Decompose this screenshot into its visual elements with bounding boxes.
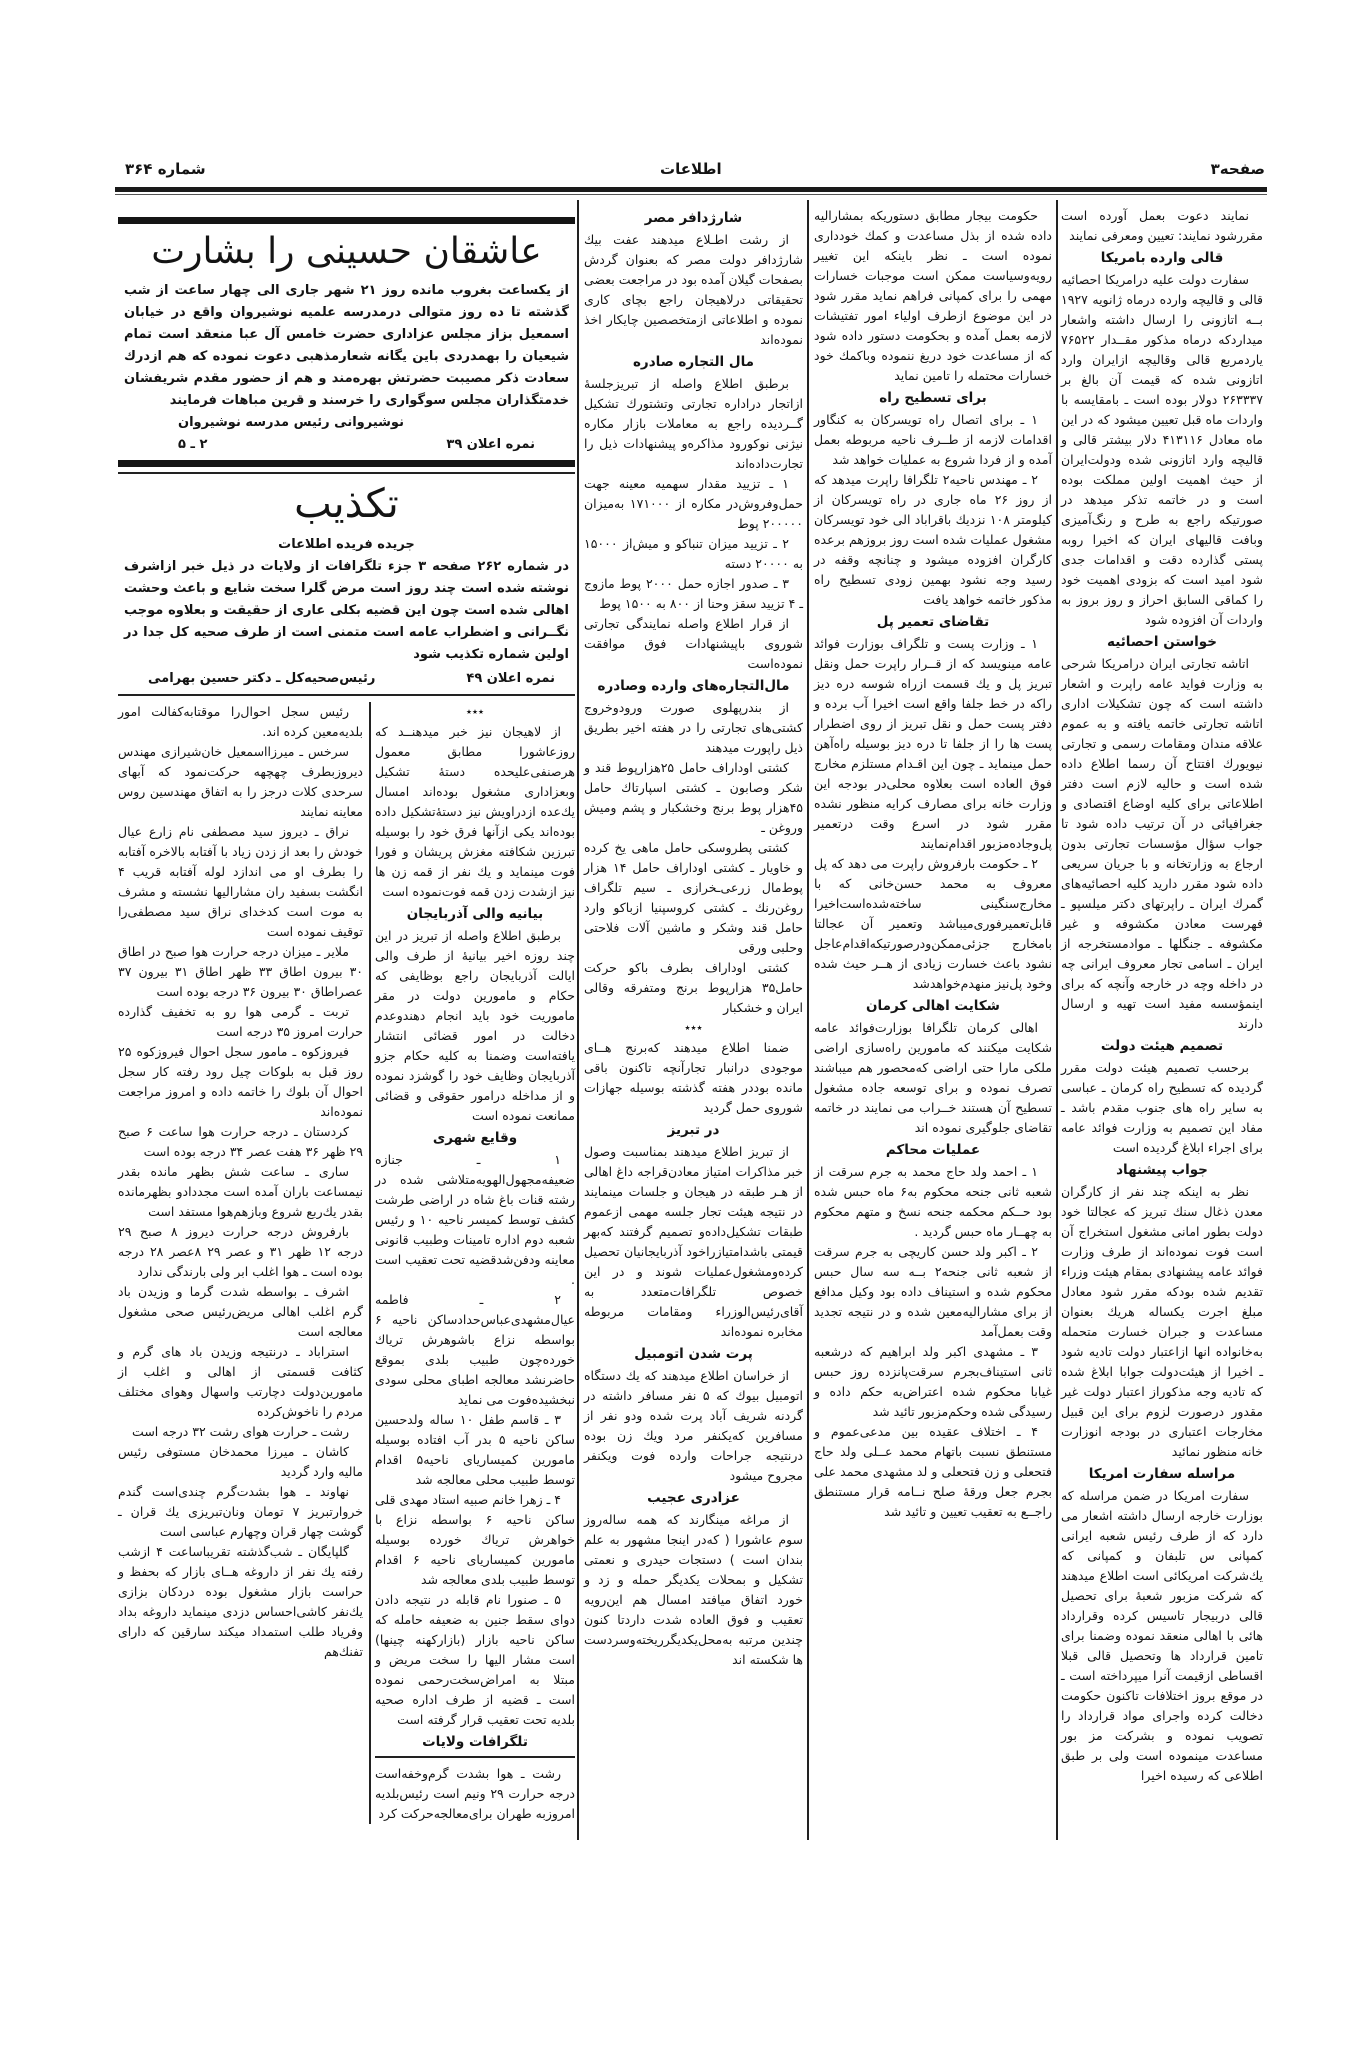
article-paragraph: ۴ ـ زهرا خانم صبیه استاد مهدی قلی ساکن ناحیه ۶ بواسطه نزاع با خواهرش تریاك خورده بوسیله مامورین کمیساریای ناحیه ۶ اقدام توسط طبیب بلدی معالجه شد bbox=[375, 1492, 576, 1587]
section-heading: عملیات محاکم bbox=[885, 1142, 981, 1158]
denial-body: در شماره ۲۶۲ صفحه ۳ جزء تلگرافات از ولایات در ذیل خبر ازاشرف نوشته شده است چند روز است مرض گلرا سخت شایع و باعث وحشت اهالی شده است چون این قضیه بکلی عاری از حقیقت و بعلاوه موجب نگــرانی و اضطراب عامه است متمنی است از طرف صحیه کل جدا در اولین شماره تکذیب شود bbox=[124, 559, 569, 662]
article-paragraph: نراق ـ دیروز سید مصطفی نام زارع عیال خودش را بعد از زدن زیاد با آفتابه بالاخره آفتابه را بطرف او می اندازد لوله آفتابه قریب ۴ انگشت بسفید ران مشارالیها نشسته و مشرف به موت است کدخدای نراق سید مصطفی‌را توقیف نموده است bbox=[118, 824, 363, 939]
article-paragraph: اتاشه تجارتی ایران درامریکا شرحی به وزارت فواید عامه راپرت و اشعار داشته است که چون تشکیلات اداری اتاشه تجارتی خاتمه یافته و به عموم علاقه مندان ومقامات رسمی و تجارتی نیویورك افتتاح آن رسما اطلاع داده شده است و حالیه لازم است دفتر اطلاعاتی برای کلیه اوضاع اقتصادی و جغرافیائی در آن ترتیب داده شود تا جواب سؤال مؤسسات تجارتی بدون ارجاع به وزارتخانه و با جریان سریعی داده شود مقرر دارید کلیه احصائیه‌های گمرك ایران ـ راپرتهای دکتر میلسپو ـ فهرست معادن مکشوفه و غیر مکشوفه ـ جنگلها ـ موادمستخرجه از ایران ـ اسامی تجار معروف ایرانی چه در داخله وچه در خارجه وآنچه که برای اینمؤسسه مفید است تهیه و ارسال دارند bbox=[1061, 656, 1263, 1031]
divider bbox=[118, 694, 575, 696]
article-paragraph: رئیس سجل احوال‌را موقتا‌به‌کفالت امور بلدیه‌معین کرده اند. bbox=[118, 704, 363, 739]
article-paragraph: اهالی کرمان تلگرافا بوزارت‌فوائد عامه شکایت میکنند که مامورین راه‌سازی اراضی ملکی مارا حتی اراضی که‌محصور هم میباشند تصرف نموده و برای توسعه جاده مشغول تسطیح آن هستند خــراب می نمایند در خاتمه تقاضای جلوگیری نموده اند bbox=[814, 1020, 1052, 1135]
lower-columns bbox=[118, 702, 575, 1824]
column-2 bbox=[814, 206, 1052, 1522]
ad-body: از یکساعت بغروب مانده روز ۲۱ شهر جاری الی چهار ساعت از شب گذشته تا ده روز متوالی درمدرسه علمیه نوشیروان واقع در خیابان اسمعیل بزاز مجلس عزاداری حضرت خامس آل عبا منعقد است تمام شیعیان را بهمدردی باین یگانه شعارمذهبی دعوت نموده که هم ازدرك سعادت ذکر مصیبت حضرتش بهره‌مند و هم از حضور مقدم شریفشان خدمتگذاران مجلس سوگواری را خرسند و قرین مباهات فرمایند bbox=[124, 283, 569, 408]
section-heading: مراسله سفارت امریکا bbox=[1088, 1466, 1236, 1482]
article-paragraph: ۴ ـ اختلاف عقیده بین مدعی‌عموم و مستنطق نسبت باتهام محمد عــلی ولد حاج فتحعلی و زن فتحعلی و لد مشهدی محمد علی بجرم جعل ورقهٔ صلح نــامه قرار مستنطق راجــع به تعقیب تعیین و تائید شد bbox=[814, 1424, 1052, 1519]
article-paragraph: ۱ ـ تزیید مقدار سهمیه معینه جهت حمل‌وفروش‌در مکاره از ۱۷۱۰۰۰ به‌میزان ۲۰۰۰۰۰ پوط bbox=[584, 476, 803, 531]
article-paragraph: بارفروش درجه حرارت دیروز ۸ صبح ۲۹ درجه ۱۲ ظهر ۳۱ و عصر ۲۹ ۸عصر ۲۸ درجه بوده است ـ هوا اغلب ابر ولی بارندگی ندارد bbox=[118, 1224, 363, 1279]
article-paragraph: ۳ ـ مشهدی اکبر ولد ابراهیم که درشعبه ثانی استیناف‌بجرم سرقت‌پانزده روز حبس غیابا محکوم شده اعتراض‌به حکم داده و رسیدگی شده وحکم‌مزبور تائید شد bbox=[814, 1344, 1052, 1419]
article-paragraph: استراباد ـ درنتیجه وزیدن باد های گرم و کثافت قسمتی از اهالی و اغلب از مامورین‌دولت دچارتب واسهال وهوای مختلف مردم را ناخوش‌کرده bbox=[118, 1344, 363, 1419]
ad-bottom-bar bbox=[118, 460, 575, 467]
article-paragraph: کردستان ـ درجه حرارت هوا ساعت ۶ صبح ۲۹ ظهر ۳۶ هفت عصر ۳۴ درجه بوده است bbox=[118, 1124, 363, 1159]
header-rule-thin bbox=[115, 194, 1267, 195]
article-paragraph: سفارت دولت علیه درامریکا احصائیه قالی و قالیچه وارده درماه ژانویه ۱۹۲۷ بــه اتازونی را ارسال داشته واشعار میداردکه درماه مذکور مقــدار ۷۶۵۲۲ یاردمربع قالی وقالیچه ازایران وارد اتازونی شده که قیمت آن بالغ بر ۲۶۳۳۳۷ دولار بوده است ـ بامقایسه با واردات ماه قبل تعیین میشود که در این ماه معادل ۴۱۳۱۱۶ دلار بیشتر قالی و قالیچه وارد اتازونی شده ودولت‌ایران از حیث اهمیت اولین مملکت بوده است و در خاتمه تذکر میدهد در صورتیکه راجع به طرح و رنگ‌آمیزی وبافت قالیهای ایران که اخیرا روبه پستی گذارده دقت و اقدامات جدی شود امید است که بزودی اهمیت خود را کماقی السابق احراز و روز بروز به واردات آن افزوده شود bbox=[1061, 272, 1263, 627]
section-heading: شکایت اهالی کرمان bbox=[866, 998, 1000, 1014]
section-heading: مال‌التجاره‌های وارده وصادره bbox=[597, 678, 790, 694]
article-paragraph: رشت ـ هوا بشدت گرم‌وخفه‌است درجه حرارت ۲۹ ونیم است رئیس‌بلدیه امروزبه طهران برای‌معالجه‌حرکت کرد bbox=[375, 1766, 575, 1821]
ad-announcement bbox=[118, 224, 575, 456]
article-paragraph: گلپایگان ـ شب‌گذشته تقریباساعت ۴ ازشب رفته یك نفر از داروغه هــای بازار که بحفظ و حراست بازار مشغول بوده دردکان بزازی یك‌نفر کاشی‌احساس دزدی مینماید داروغه بداد وفریاد طلب استمداد میکند سارقین که دارای تفنك‌هم bbox=[118, 1544, 363, 1659]
article-paragraph: کاشان ـ میرزا محمدخان مستوفی رئیس مالیه وارد گردید bbox=[118, 1444, 363, 1479]
article-paragraph: از بندرپهلوی صورت ورودوخروج کشتی‌های تجارتی را در هفته اخیر بطریق ذیل راپورت میدهند bbox=[584, 700, 803, 755]
article-paragraph: کشتی اوداراف حامل ۲۵هزارپوط قند و شکر وصابون ـ کشتی اسپارتاك حامل ۴۵هزار پوط برنج وخشکبار و پشم ومیش وروغن ـ bbox=[584, 760, 803, 835]
article-paragraph: تربت ـ گرمی هوا رو به تخفیف گذارده حرارت امروز ۳۵ درجه است bbox=[118, 1004, 363, 1039]
denial-title: تکذیب bbox=[294, 481, 399, 527]
header-rule bbox=[115, 187, 1267, 192]
article-paragraph: ۳ ـ صدور اجازه حمل ۲۰۰۰ پوط مازوج ـ ۴ تزیید سقز وحنا از ۸۰۰ به ۱۵۰۰ پوط bbox=[584, 576, 803, 611]
article-paragraph: ۱ ـ جنازه ضعیفه‌مجهول‌الهویه‌متلاشی شده در رشته قنات باغ شاه در اراضی طرشت کشف توسط کمیسر ناحیه ۱۰ و رئیس شعبه دوم اداره تامینات وطبیب قانونی معاینه ودفن‌شدقضیه تحت تعقیب است . bbox=[375, 1152, 575, 1287]
section-heading: قالی وارده بامریکا bbox=[1100, 250, 1224, 266]
article-paragraph: برطبق اطلاع واصله از تبریز در این چند روزه اخیر بیانیهٔ از طرف والی ایالت آذربایجان راجع بوظایفی که حکام و مامورین دولت در مقر ماموریت خود باید انجام دهندوعدم دخالت در امور قضائی انتشار یافته‌است وضمنا به کلیه حکام جزو آذربایجان وظایف خود را گوشزد نموده و از مداخله درامور حقوقی و قضائی ممانعت نموده است bbox=[375, 928, 575, 1123]
article-paragraph: سرخس ـ میرزااسمعیل خان‌شیرازی مهندس دیروزبطرف چهچهه حرکت‌نمود که آبهای سرحدی کلات درجز را به اتفاق مهندسین روس معاینه نمایند bbox=[118, 744, 363, 819]
section-heading: وقایع شهری bbox=[432, 1130, 518, 1146]
article-paragraph: ۲ ـ تزیید میزان تنباکو و میش‌از ۱۵۰۰۰ به ۲۰۰۰۰ دسته bbox=[584, 536, 803, 571]
article-paragraph: حکومت بیجار مطابق دستوریکه بمشارالیه داده شده از بذل مساعدت و کمك خودداری نموده است ـ نظر باینکه این تغییر رویه‌وسیاست ممکن است موجبات خسارات مهمی را برای کمپانی فراهم نماید مقرر شود در این موضوع ازطرف اولیاء امور تفتیشات لازمه بعمل آمده و بحکومت دستور داده شود که از مساعدت خود دریغ ننموده وباکمك خود خسارات محتمله را تامین نماید bbox=[814, 208, 1052, 383]
column-divider bbox=[807, 200, 809, 1840]
article-paragraph: رشت ـ حرارت هوای رشت ۳۲ درجه است bbox=[132, 1424, 349, 1439]
article-paragraph: از رشت اطـلاع میدهند عفت بیك شارژدافر دولت مصر که بعنوان گردش بصفحات گیلان آمده بود در مراجعت بعضی تحقیقاتی درلاهیجان راجع بچای کاری نموده و اطلاعاتی ازمتخصصین چایکار اخذ نموده‌اند bbox=[584, 232, 803, 347]
section-heading: پرت شدن اتومبیل bbox=[634, 1346, 753, 1362]
section-heading: تصمیم هیئت دولت bbox=[1100, 1038, 1224, 1054]
section-heading: تلگرافات ولایات bbox=[375, 1732, 575, 1758]
article-paragraph: از خراسان اطلاع میدهند که یك دستگاه اتومبیل بیوك که ۵ نفر مسافر داشته در گردنه شریف آباد پرت شده ودو نفر از مسافرین که‌یکنفر مرد ویك زن بوده درنتیجه جراحات وارده فوت ویکنفر مجروح میشود bbox=[584, 1368, 803, 1483]
ad-number: نمره اعلان ۳۹ bbox=[446, 437, 535, 452]
article-paragraph: ۱ ـ وزارت پست و تلگراف بوزارت فوائد عامه مینویسد که از قــرار راپرت حمل ونقل تبریز پل و یك قسمت ازراه شوسه دره دیز راکه در خط جلفا واقع است اخیرا آب برده و دفتر پست حمل و نقل تبریز از روی اضطرار پست ها را از جلفا تا دره دیز بوسیله راه‌آهن حمل مینماید ـ چون این اقـدام مستلزم مخارج فوق العاده است بعلاوه محلی‌در بودجه این وزارت خانه برای مصارف کرایه منظور نشده مقرر شود در اسرع وقت درتعمیر پل‌وجاده‌مزبور اقدام‌نمایند bbox=[814, 636, 1052, 851]
article-paragraph: کشتی پطروسکی حامل ماهی یخ کرده و خاویار ـ کشتی اوداراف حامل ۱۴ هزار پوط‌مال زرعی‌ـخرازی ـ سیم تلگراف روغن‌رنك ـ کشتی کروسپنیا ازباکو وارد حامل قند وشکر و ماشین آلات فلاحتی وحلبی ورقی bbox=[584, 840, 803, 955]
article-paragraph: ۱ ـ احمد ولد حاج محمد به جرم سرقت از شعبه ثانی جنحه محکوم به۶ ماه حبس شده بود حــکم محکمه جنحه نسخ و متهم محکوم به چهــار ماه حبس گردید . bbox=[814, 1164, 1052, 1239]
article-paragraph: ۳ ـ قاسم طفل ۱۰ ساله ولدحسین ساکن ناحیه ۵ بدر آب افتاده بوسیله مامورین کمیساریای ناحیه۵ اقدام توسط طبیب محلی معالجه شد bbox=[375, 1412, 575, 1487]
article-paragraph: اشرف ـ بواسطه شدت گرما و وزیدن باد گرم اغلب اهالی مریض‌رئیس صحی مشغول معالجه است bbox=[118, 1284, 363, 1339]
section-heading: در تبریز bbox=[667, 1122, 720, 1138]
article-paragraph: ۲ ـ حکومت بارفروش راپرت می دهد که پل معروف به محمد حسن‌خانی که با مخارج‌سنگینی ساخته‌شده‌است‌اخیرا قابل‌تعمیرفوری‌میباشد وتعمیر آن عجالتا بامخارج جزئی‌ممکن‌ودرصورتیکه‌اقدام‌عاجل نشود باعث خسارت زیادی از هــر حیث شده وخود پل‌نیز منهدم‌خواهدشد bbox=[814, 856, 1052, 991]
page-number: صفحه۳ bbox=[1210, 160, 1265, 178]
ad-signature: نوشیروانی رئیس مدرسه نوشیروان bbox=[178, 415, 404, 430]
masthead: اطلاعات bbox=[660, 160, 722, 178]
left-section bbox=[118, 217, 575, 1824]
section-separator: ٭٭٭ bbox=[684, 1021, 703, 1034]
column-1 bbox=[1061, 206, 1263, 1786]
section-heading: تقاضای تعمیر پل bbox=[876, 614, 990, 630]
denial-notice bbox=[118, 474, 575, 690]
article-paragraph: ۵ ـ صنورا نام قابله در نتیجه دادن دوای سقط جنین به ضعیفه حامله که ساکن ناحیه بازار (بازارکهنه چینها) است مشار الیها را سخت مریض و مبتلا به امراض‌سخت‌رحمی نموده است ـ قضیه از طرف اداره صحیه بلدیه تحت تعقیب قرار گرفته است bbox=[375, 1592, 575, 1727]
section-heading: خواستن احصائیه bbox=[1107, 634, 1217, 650]
article-paragraph: برطبق اطلاع واصله از تبریزجلسهٔ ازاتجار دراداره تجارتی وتشتورك تشکیل گــردیده راجع به معاملات بازار مکاره نیژنی نوکورود مذاکره‌و پیشنهادات ذیل را تجارت‌داده‌اند bbox=[584, 376, 803, 471]
denial-ad-number: نمره اعلان ۴۹ bbox=[466, 671, 555, 686]
article-paragraph: ضمنا اطلاع میدهند که‌برنج هــای موجودی درانبار تجارآنچه تاکنون باقی مانده بوددر هفته گذشته بوسیله جهازات شوروی حمل گردید bbox=[584, 1040, 803, 1115]
article-paragraph: نمایند دعوت بعمل آورده است مقررشود نمایند: تعیین ومعرفی نمایند bbox=[1061, 208, 1263, 243]
column-5 bbox=[118, 702, 363, 1824]
section-heading: عزادری عجیب bbox=[647, 1490, 740, 1506]
column-4 bbox=[369, 702, 575, 1824]
article-paragraph: از قرار اطلاع واصله نمایندگی تجارتی شوروی باپیشنهادات فوق موافقت نموده‌است bbox=[584, 616, 803, 671]
issue-number: شماره ۳۶۴ bbox=[125, 160, 206, 178]
denial-signature: رئیس‌صحیه‌کل ـ دکتر حسین بهرامی bbox=[148, 671, 376, 686]
article-paragraph: کشتی اوداراف بطرف باکو حرکت حامل۳۵ هزارپوط برنج ومتفرقه وقالی ایران و خشکبار bbox=[584, 960, 803, 1015]
section-heading: مال التجاره صادره bbox=[632, 354, 755, 370]
article-paragraph: ۲ ـ اکبر ولد حسن کاریچی به جرم سرقت از شعبه ثانی جنحه۲ بــه سه سال حبس محکوم شده و استیناف داده بود وکیل مدافع از برای مشارالیه‌معین شده و در نتیجه تجدید وقت بعمل‌آمد bbox=[814, 1244, 1052, 1339]
section-heading: شارژدافر مصر bbox=[644, 210, 743, 226]
column-3 bbox=[584, 206, 803, 1670]
article-paragraph: از لاهیجان نیز خبر میدهنــد که روزعاشورا مطابق معمول هرصنفی‌علیحده دستهٔ تشکیل وبعزاداری مشغول بوده‌اند امسال یك‌عده ازدراویش نیز دستهٔ‌تشکیل داده بوده‌اند یکی ازآنها فرق خود را بوسیله تبرزین شکافته مغزش پریشان و فورا فوت مینماید و یك نفر از قمه زن ها نیز ازشدت زدن قمه فوت‌نموده است bbox=[375, 724, 575, 899]
article-paragraph: ۲ ـ مهندس ناحیه۲ تلگرافا راپرت میدهد که از روز ۲۶ ماه جاری در راه تویسرکان از کیلومتر ۱۰۸ نزدیك باقراباد الی خود تویسرکان مشغول عملیات شده است روز بروزهم برعده کارگران افزوده میشود و چنانچه وقفه در رسید وجه نشود بهمین زودی تسطیح راه مذکور خاتمه خواهد یافت bbox=[814, 472, 1052, 607]
article-paragraph: ساری ـ ساعت شش بظهر مانده بقدر نیمساعت باران آمده است مجددادو بظهرمانده بقدر یك‌ربع شروع وبازهم‌هوا مستفد است bbox=[118, 1164, 363, 1219]
article-paragraph: از تبریز اطلاع میدهند بمناسبت وصول خبر مذاکرات امتیاز معادن‌قراجه داغ اهالی از هـر طبقه در هیجان و جلسات مینمایند در نتیجه هیئت تجار جلسه مهمی ازعموم طبقات تشکیل‌داده‌و تصمیم گرفتند که‌بهر قیمتی باشدامتیازراخود آذربایجانیان تحصیل کرده‌ومشغول‌عملیات شوند و در این خصوص تلگرافات‌متعدد به آقای‌رئیس‌الوزراء ومقامات مربوطه مخابره نموده‌اند bbox=[584, 1144, 803, 1339]
article-paragraph: ۱ ـ برای اتصال راه تویسرکان به کنگاور اقدامات لازمه از طــرف ناحیه مربوطه بعمل آمده و از فردا شروع به عملیات خواهد شد bbox=[814, 412, 1052, 467]
ad-top-bar bbox=[118, 217, 575, 224]
article-paragraph: فیروزکوه ـ مامور سجل احوال فیروزکوه ۲۵ روز قبل به بلوکات چیل رود رفته کار سجل احوال آن بلوك را خاتمه داده و امروز مراجعت نموده‌اند bbox=[118, 1044, 363, 1119]
column-divider bbox=[1056, 200, 1058, 1840]
section-heading: برای تسطیح راه bbox=[879, 390, 987, 406]
article-paragraph: برحسب تصمیم هیئت دولت مقرر گردیده که تسطیح راه کرمان ـ عباسی به سایر راه های جنوب مقدم باشد ـ مفاد این تصمیم به وزارت فوائد عامه برای اجراء ابلاغ گردیده است bbox=[1061, 1060, 1263, 1155]
ad-dates: ۲ ـ ۵ bbox=[178, 437, 208, 452]
section-heading: بیانیه والی آذربایجان bbox=[406, 906, 544, 922]
section-heading: جواب پیشنهاد bbox=[1116, 1162, 1208, 1178]
denial-subtitle: جریده فریده اطلاعات bbox=[278, 537, 415, 552]
article-paragraph: ۲ ـ فاطمه عیال‌مشهدی‌عباس‌حدادساکن ناحیه ۶ بواسطه نزاع باشوهرش تریاك خورده‌چون طبیب بلدی بموقع حاضرنشد معالجه اطبای محلی سودی نبخشیده‌فوت می نماید bbox=[375, 1292, 575, 1407]
ad-title: عاشقان حسینی را بشارت bbox=[151, 231, 542, 272]
article-paragraph: نظر به اینکه چند نفر از کارگران معدن ذغال سنك تبریز که عجالتا خود دولت بطور امانی مشغول استخراج آن است فوت نموده‌اند از طرف وزارت فوائد عامه پیشنهادی بمقام هیئت وزراء تقدیم شده بودکه مقرر شود معادل مبلغ اجرت یکساله هریك بعنوان مساعدت و جبران خسارت متحمله به‌خانواده انها ازاعتبار دولت تادیه شود ـ اخیرا از هیئت‌دولت جوابا ابلاغ شده که تادیه وجه مذکوراز اعتبار دولت غیر مقدور درصورت لزوم برای این قبیل مخارجات اعتباری در بودجه انوزارت خانه منظور نمائید bbox=[1061, 1184, 1263, 1459]
article-paragraph: از مراغه مینگارند که همه ساله‌روز سوم عاشورا ( که‌در اینجا مشهور به علم بندان است ) دستجات حیدری و نعمتی تشکیل و بمحلات یکدیگر حمله و زد و خورد اتفاق میافتد امسال هم این‌رویه تعقیب و فوق العاده شدت داردتا کنون چندین مرتبه به‌محل‌یکدیگرریخته‌وسردست ها شکسته اند bbox=[584, 1512, 803, 1667]
article-paragraph: ملایر ـ میزان درجه حرارت هوا صبح در اطاق ۳۰ بیرون اطاق ۳۳ ظهر اطاق ۳۱ بیرون ۳۷ عصراطاق ۳۰ بیرون ۳۶ درجه بوده است bbox=[118, 944, 363, 999]
article-paragraph: سفارت امریکا در ضمن مراسله که بوزارت خارجه ارسال داشته اشعار می دارد که از طرف رئیس شعبه ایرانی کمپانی س تلبفان و کمپانی که یك‌شرکت امریکائی است اطلاع میدهند که شرکت مزبور شعبهٔ برای تحصیل قالی دربیجار تاسیس کرده وقرارداد هائی با اهالی منعقد نموده وضمنا برای تامین قرارداد ها وتحصیل قالی قبلا اقساطی ازقیمت آنرا میپرداخته است ـ در موقع بروز اختلافات تاکنون حکومت دخالت کرده واجرای مواد قرارداد را تصویب نموده و بشرکت مز بور مساعدت مینموده است ولی بر طبق اطلاعی که رسیده اخیرا bbox=[1061, 1488, 1263, 1783]
section-separator: ٭٭٭ bbox=[466, 705, 484, 718]
column-divider bbox=[577, 200, 579, 1840]
article-paragraph: نهاوند ـ هوا بشدت‌گرم چندی‌است گندم خروارتبریز ۷ تومان ونان‌تبریزی یك قران ـ گوشت چهار قران وچهارم عباسی است bbox=[118, 1484, 363, 1539]
